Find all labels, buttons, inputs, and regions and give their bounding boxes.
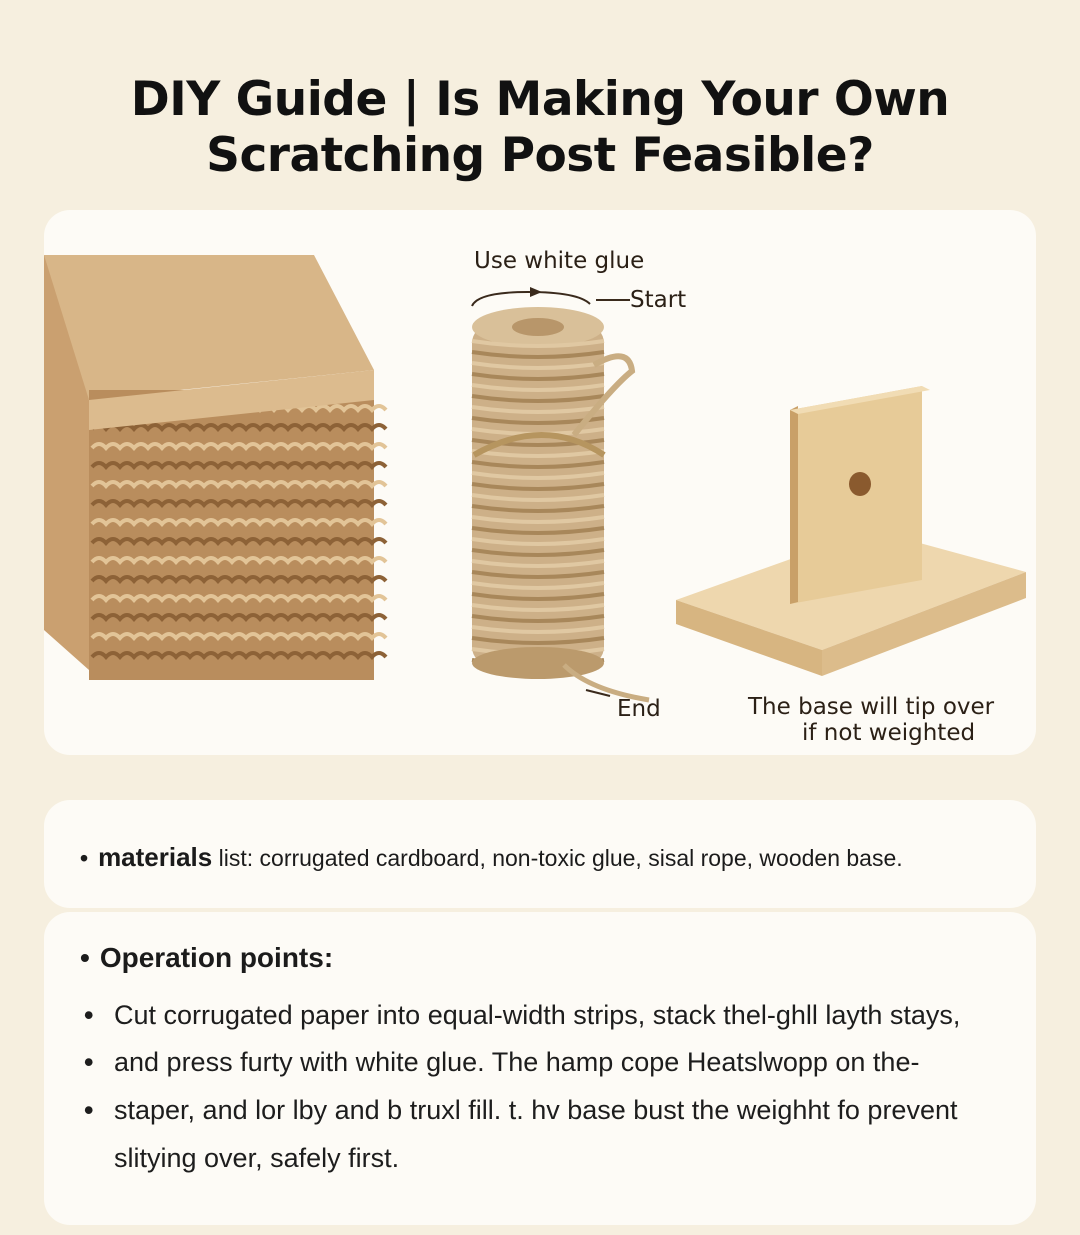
operation-line	[84, 1047, 919, 1078]
end-label: End	[617, 696, 661, 722]
bullet: •	[80, 942, 90, 973]
base-warning-line-2: if not weighted	[802, 720, 976, 746]
materials-card	[44, 800, 1036, 908]
illustration-card	[44, 210, 1036, 755]
start-label: Start	[630, 287, 687, 313]
operation-heading: Operation points:	[99, 942, 334, 973]
operation-line	[84, 1000, 960, 1031]
title-line-2: Scratching Post Feasible?	[206, 128, 874, 183]
base-warning-line-1: The base will tip over	[748, 694, 995, 720]
bullet: •	[84, 1047, 94, 1077]
bullet: •	[84, 1000, 94, 1030]
wooden-base-illustration	[672, 380, 1032, 680]
page-title	[0, 72, 1080, 184]
operation-line-text: slitying over, safely first.	[114, 1143, 400, 1173]
operation-line-text: Cut corrugated paper into equal-width strips, stack thel-ghll layth stays,	[114, 1000, 961, 1030]
operation-line-text: and press furty with white glue. The hamp cope Heatslwopp on the-	[114, 1047, 920, 1077]
corrugated-cardboard-illustration	[44, 250, 394, 710]
operation-line	[84, 1095, 958, 1126]
operation-line	[84, 1143, 399, 1174]
title-line-1: DIY Guide | Is Making Your Own	[130, 72, 950, 127]
operation-card	[44, 912, 1036, 1225]
bullet: •	[80, 845, 89, 871]
materials-text: list: corrugated cardboard, non-toxic glue, sisal rope, wooden base.	[212, 845, 903, 871]
bullet: •	[84, 1095, 94, 1125]
operation-heading-row	[80, 942, 333, 974]
materials-line	[80, 842, 903, 873]
glue-label: Use white glue	[474, 248, 645, 274]
materials-heading: materials	[98, 842, 213, 872]
sisal-rope-illustration	[454, 305, 684, 715]
operation-line-text: staper, and lor lby and b truxl fill. t. hv base bust the weighht fo prevent	[114, 1095, 958, 1125]
